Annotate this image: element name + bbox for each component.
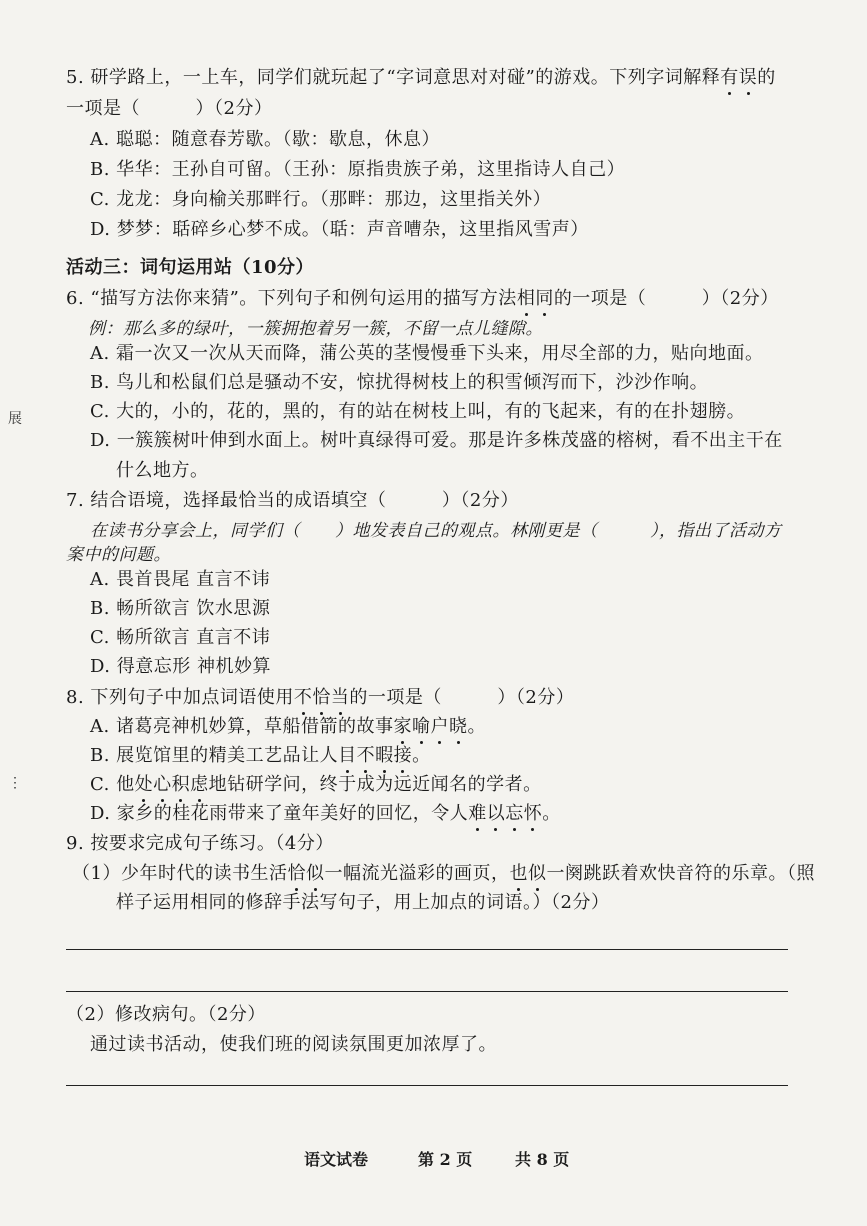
q5-option-c: C. 龙龙：身向榆关那畔行。（那畔：那边，这里指关外） <box>90 189 552 210</box>
q9-stem: 9. 按要求完成句子练习。（4分） <box>66 833 334 854</box>
q6-dot-char: 相 <box>516 288 536 309</box>
section-title: 活动三：词句运用站（10分） <box>66 257 315 278</box>
q8-dot-char: 恰 <box>312 687 331 708</box>
q8-dot-char: 当 <box>330 687 350 708</box>
q5-stem-line1: 5. 研学路上，一上车，同学们就玩起了“字词意思对对碰”的游戏。下列字词解释有误的 <box>66 67 776 88</box>
q6-dot-char: 同 <box>535 288 554 309</box>
q6-option-d-cont: 什么地方。 <box>116 460 209 481</box>
footer-page: 第 2 页 <box>418 1150 473 1169</box>
q7-option-d: D. 得意忘形 神机妙算 <box>90 656 271 677</box>
answer-line[interactable] <box>66 1085 788 1086</box>
q8-stem: 8. 下列句子中加点词语使用不恰当的一项是（ ）（2分） <box>66 687 575 708</box>
q6-option-b: B. 鸟儿和松鼠们总是骚动不安，惊扰得树枝上的积雪倾泻而下，沙沙作响。 <box>90 372 709 393</box>
q7-option-b: B. 畅所欲言 饮水思源 <box>90 598 271 619</box>
q6-stem: 6. “描写方法你来猜”。下列句子和例句运用的描写方法相同的一项是（ ）（2分） <box>66 288 779 309</box>
q7-stem: 7. 结合语境，选择最恰当的成语填空（ ）（2分） <box>66 490 519 511</box>
q7-option-c: C. 畅所欲言 直言不讳 <box>90 627 271 648</box>
q8-option-d: D. 家乡的桂花雨带来了童年美好的回忆，令人难以忘怀。 <box>90 803 561 824</box>
footer-total: 共 8 页 <box>515 1150 570 1169</box>
q5-option-d: D. 梦梦：聒碎乡心梦不成。（聒：声音嘈杂，这里指风雪声） <box>90 219 589 240</box>
q5-dot-char: 有 <box>720 67 739 88</box>
q7-context-line1: 在读书分享会上，同学们（ ）地发表自己的观点。林刚更是（ ），指出了活动方 <box>90 521 782 541</box>
footer-subject: 语文试卷 <box>304 1150 369 1169</box>
answer-line[interactable] <box>66 949 788 950</box>
q8-option-a: A. 诸葛亮神机妙算，草船借箭的故事家喻户晓。 <box>90 716 486 737</box>
q6-option-c: C. 大的，小的，花的，黑的，有的站在树枝上叫，有的飞起来，有的在扑翅膀。 <box>90 401 746 422</box>
q9-part1-line2: 样子运用相同的修辞手法写句子，用上加点的词语。）（2分） <box>116 892 610 913</box>
margin-mark: ⋮ <box>8 775 22 791</box>
answer-line[interactable] <box>66 991 788 992</box>
q5-stem-line2: 一项是（ ）（2分） <box>66 98 273 119</box>
q8-dot-char: 不 <box>293 687 313 708</box>
q8-option-c: C. 他处心积虑地钻研学问，终于成为远近闻名的学者。 <box>90 774 542 795</box>
q5-option-a: A. 聪聪：随意春芳歇。（歇：歇息，休息） <box>90 129 440 150</box>
q5-option-b: B. 华华：王孙自可留。（王孙：原指贵族子弟，这里指诗人自己） <box>90 159 626 180</box>
q6-example: 例：那么多的绿叶，一簇拥抱着另一簇，不留一点儿缝隙。 <box>88 319 543 339</box>
margin-mark: 展 <box>8 411 22 427</box>
q5-dot-char: 误 <box>738 67 758 88</box>
q8-option-b: B. 展览馆里的精美工艺品让人目不暇接。 <box>90 745 431 766</box>
q9-part2: （2）修改病句。（2分） <box>66 1004 266 1025</box>
q7-context-line2: 案中的问题。 <box>66 545 171 565</box>
q6-option-d: D. 一簇簇树叶伸到水面上。树叶真绿得可爱。那是许多株茂盛的榕树，看不出主干在 <box>90 430 783 451</box>
q6-option-a: A. 霜一次又一次从天而降，蒲公英的茎慢慢垂下头来，用尽全部的力，贴向地面。 <box>90 343 764 364</box>
q9-part1-line1: （1）少年时代的读书生活恰似一幅流光溢彩的画页，也似一阕跳跃着欢快音符的乐章。（照 <box>72 863 815 884</box>
q7-option-a: A. 畏首畏尾 直言不讳 <box>90 569 271 590</box>
q9-part2-sentence: 通过读书活动，使我们班的阅读氛围更加浓厚了。 <box>90 1034 497 1055</box>
